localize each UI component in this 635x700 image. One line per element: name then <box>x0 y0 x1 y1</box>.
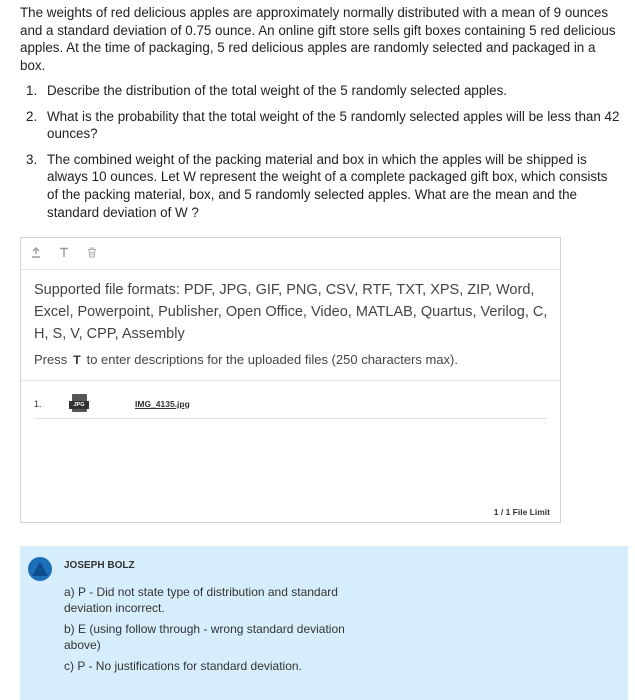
upload-icon[interactable] <box>29 247 43 261</box>
question-intro: The weights of red delicious apples are approximately normally distributed with a mean of 9 ounces and a standard deviation of 0.75 ounce. An online gift store sells gift boxes containing 5 red delicious apples. At the time of packaging, 5 red delicious apples are randomly selected and packaged in a box. <box>20 5 616 73</box>
file-limit: 1 / 1 File Limit <box>493 507 550 517</box>
question-part-2 <box>26 108 626 143</box>
feedback-author: JOSEPH BOLZ <box>64 560 135 571</box>
text-icon[interactable] <box>57 247 71 261</box>
question-part-1 <box>26 82 626 100</box>
file-type-label: JPG <box>69 401 89 409</box>
supported-formats-text: Supported file formats: PDF, JPG, GIF, PNG, CSV, RTF, TXT, XPS, ZIP, Word, Excel, Powerpoint, Publisher, Open Office, Video, MATLAB, Quartus, Verilog, C, H, S, V, CPP, Assembly <box>34 282 548 342</box>
part-text: Describe the distribution of the total weight of the 5 randomly selected apples. <box>47 83 508 98</box>
question-part-3 <box>26 151 626 221</box>
part-number: 3. <box>26 151 38 167</box>
jpg-file-icon <box>69 394 89 414</box>
part-number: 2. <box>26 108 38 124</box>
avatar <box>28 557 52 581</box>
file-upload-panel <box>20 237 561 523</box>
uploaded-file-row <box>34 389 547 419</box>
trash-icon[interactable] <box>85 247 99 261</box>
feedback-line: c) P - No justifications for standard deviation. <box>64 659 302 673</box>
file-number: 1. <box>34 398 42 409</box>
file-name-link[interactable]: IMG_4135.jpg <box>135 398 190 409</box>
feedback-line: b) E (using follow through - wrong standard deviation above) <box>64 622 345 652</box>
part-text: The combined weight of the packing material and box in which the apples will be shipped is always 10 ounces. Let W represent the weight of a complete packaged gift box, which consists of the packing material, box, and 5 randomly selected apples. What are the mean and the standard deviation of W ? <box>47 151 608 220</box>
part-text: What is the probability that the total weight of the 5 randomly selected apples will be less than 42 ounces? <box>47 108 620 142</box>
part-number: 1. <box>26 83 38 98</box>
grader-feedback <box>20 546 628 700</box>
feedback-line: a) P - Did not state type of distribution and standard deviation incorrect. <box>64 585 338 615</box>
press-prefix: Press <box>34 352 68 367</box>
divider <box>21 380 560 381</box>
press-suffix: to enter descriptions for the uploaded files (250 characters max). <box>86 352 458 367</box>
upload-toolbar <box>21 238 560 270</box>
press-hint <box>34 352 458 367</box>
question-parts <box>26 82 626 229</box>
feedback-body <box>64 585 374 681</box>
text-key-icon: T <box>73 352 81 367</box>
